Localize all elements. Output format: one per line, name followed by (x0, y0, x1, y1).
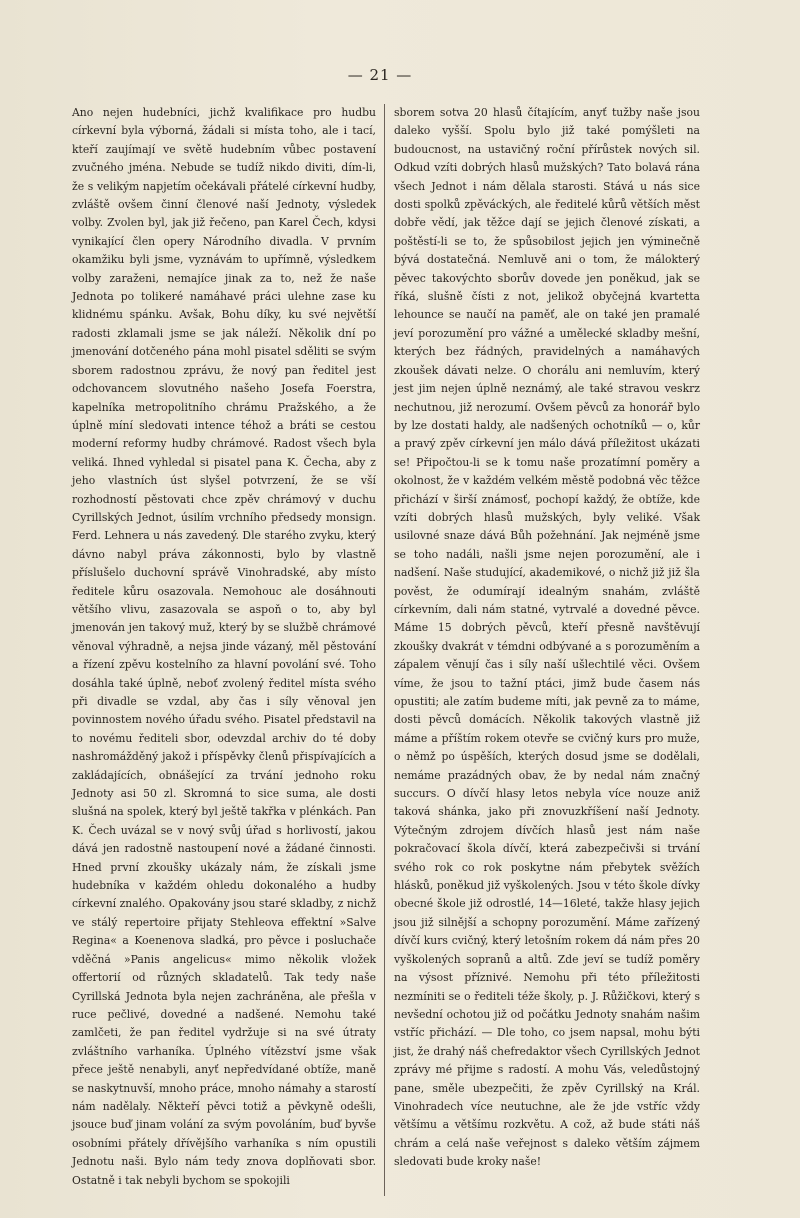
page-number: — 21 — (347, 66, 413, 84)
right-column-text: sborem sotva 20 hlasů čítajícím, anyť tužby naše jsou daleko vyšší. Spolu bylo již také pomýšleti na budoucnost, na ustavičný roční přírůstek nových sil. Odkud vzíti dobrých hlasů mužských? Tato bolavá rána všech Jednot i nám dělala starosti. Stává u nás sice dosti spolků zpěváckých, ale ředitelé kůrů větších měst dobře vědí, jak těžce dají se jejich členové získati, a poštěstí-li se to, že spůsobilost jejich jen výminečně bývá dostatečná. Nemluvě ani o tom, že málokterý pěvec takovýchto sborův dovede jen poněkud, jak se říká, slušně čísti z not, jelikož obyčejná kvartetta lehounce se naučí na paměť, ale on také jen pramalé jeví porozumění pro vážné a umělecké skladby mešní, kterých bez řádných, pravidelných a namáhavých zkoušek dávati nelze. O chorálu ani nemluvím, který jest jim nejen úplně neznámý, ale také stravou veskrz nechutnou, již nerozumí. Ovšem pěvců za honorář bylo by lze dostati haldy, ale nadšených ochotníků — o, kůr a pravý zpěv církevní jen málo dává příležitost ukázati se! Připočtou-li se k tomu naše prozatímní poměry a okolnost, že v každém velkém městě podobná věc těžce přichází v širší známosť, pochopí každý, že obtíže, kde vzíti dobrých hlasů mužských, byly veliké. Však usilovné snaze dává Bůh požehnání. Jak nejméně jsme se toho nadáli, našli jsme nejen porozumění, ale i nadšení. Naše studující, akademikové, o nichž již již šla pověst, že odumírají idealným snahám, zvláště církevním, dali nám statné, vytrvalé a dovedné pěvce. Máme 15 dobrých pěvců, kteří přesně navštěvují zkoušky dvakrát v témdni odbývané a s porozuměním a zápalem věnují čas i síly naší ušlechtilé věci. Ovšem víme, že jsou to tažní ptáci, jimž bude časem nás opustiti; ale zatím budeme míti, jak pevně za to máme, dosti pěvců domácích. Několik takových vlastně již máme a příštím rokem otevře se cvičný kurs pro muže, o němž po úspěších, kterých dosud jsme se dodělali, nemáme prazádných obav, že by nedal nám značný succurs. O dívčí hlasy letos nebyla více nouze aniž taková shánka, jako při znovuzkříšení naší Jednoty. Výtečným zdrojem dívčích hlasů jest nám naše pokračovací škola dívčí, která zabezpečivši si trvání svého rok co rok poskytne nám přebytek svěžích hlásků, poněkud již vyškolených. Jsou v této škole dívky obecné škole již odrostlé, 14—16leté, takže hlasy jejich jsou již silnější a schopny porozumění. Máme zařízený dívčí kurs cvičný, který letošním rokem dá nám přes 20 vyškolených sopranů a altů. Zde jeví se tudíž poměry na výsost příznivé. Nemohu při této příležitosti nezmíniti se o řediteli téže školy, p. J. Růžičkovi, který s nevšední ochotou již od počátku Jednoty snahám našim vstříc přichází. — Dle toho, co jsem napsal, mohu býti jist, že drahý náš chefredaktor všech Cyrillských Jednot zprávy mé přijme s radostí. A mohu Vás, veledůstojný pane, směle ubezpečiti, že zpěv Cyrillský na Král. Vinohradech více neutuchne, ale že jde vstříc vždy většímu a většímu rozkvětu. A což, až bude státi náš chrám a celá naše veřejnost s daleko větším zájmem sledovati bude kroky naše! (394, 106, 700, 1169)
left-column-text: Ano nejen hudebníci, jichž kvalifikace pro hudbu církevní byla výborná, žádali si místa toho, ale i tací, kteří zaujímají ve světě hudebním vůbec postavení zvučného jména. Nebude se tudíž nikdo diviti, dím-li, že s velikým napjetím očekávali přátelé církevní hudby, zvláště ovšem činní členové naší Jednoty, výsledek volby. Zvolen byl, jak již řečeno, pan Karel Čech, kdysi vynikající člen opery Národního divadla. V prvním okamžiku byli jsme, vyznávám to upřímně, výsledkem volby zaraženi, nemajíce jinak za to, než že naše Jednota po tolikeré namáhavé práci ulehne zase ku klidnému spánku. Avšak, Bohu díky, ku své největší radosti zklamali jsme se jak náleží. Několik dní po jmenování dotčeného pána mohl pisatel sděliti se svým sborem radostnou zprávu, že nový pan ředitel jest odchovancem slovutného našeho Josefa Foerstra, kapelníka metropolitního chrámu Pražského, a že úplně míní sledovati intence téhož a bráti se cestou moderní reformy hudby chrámové. Radost všech byla veliká. Ihned vyhledal si pisatel pana K. Čecha, aby z jeho vlastních úst slyšel potvrzení, že se vší rozhodností pěstovati chce zpěv chrámový v duchu Cyrillských Jednot, úsilím vrchního předsedy monsign. Ferd. Lehnera u nás zavedený. Dle starého zvyku, který dávno nabyl práva zákonnosti, bylo by vlastně příslušelo duchovní správě Vinohradské, aby místo ředitele kůru osazovala. Nemohouc ale dosáhnouti většího vlivu, zasazovala se aspoň o to, aby byl jmenován jen takový muž, který by se službě chrámové věnoval výhradně, a nejsa jinde vázaný, měl pěstování a řízení zpěvu kostelního za hlavní povolání své. Toho dosáhla také úplně, neboť zvolený ředitel místa svého při divadle se vzdal, aby čas i síly věnoval jen povinnostem nového úřadu svého. Pisatel představil na to novému řediteli sbor, odevzdal archiv do té doby nashromážděný jakož i příspěvky členů přispívajících a zakládajících, obnášející za trvání jednoho roku Jednoty asi 50 zl. Skromná to sice suma, ale dosti slušná na spolek, který byl ještě takřka v plénkách. Pan K. Čech uvázal se v nový svůj úřad s horlivostí, jakou dává jen radostně nastoupení nové a žádané činnosti. Hned první zkoušky ukázaly nám, že získali jsme hudebníka v každém ohledu dokonalého a hudby církevní znalého. Opakovány jsou staré skladby, z nichž ve stálý repertoire přijaty Stehleova effektní »Salve Regina« a Koenenova sladká, pro pěvce i posluchače vděčná »Panis angelicus« mimo několik vložek offertorií od různých skladatelů. Tak tedy naše Cyrillská Jednota byla nejen zachráněna, ale přešla v ruce pečlivé, dovedné a nadšené. Nemohu také zamlčeti, že pan ředitel vydržuje si na své útraty zvláštního varhaníka. Úplného vítězství jsme však přece ještě nenabyli, anyť nepředvídané obtíže, maně se naskytnuvší, mnoho práce, mnoho námahy a starostí nám nadělaly. Někteří pěvci totiž a pěvkyně odešli, jsouce buď jinam volání za svým povoláním, buď byvše osobními přátely dřívějšího varhaníka s ním opustili Jednotu naši. Bylo nám tedy znova doplňovati sbor. Ostatně i tak nebyli bychom se spokojili (72, 106, 376, 1187)
column-divider (384, 104, 385, 1196)
text-column-left (72, 104, 376, 1190)
text-column-right (394, 104, 700, 1172)
